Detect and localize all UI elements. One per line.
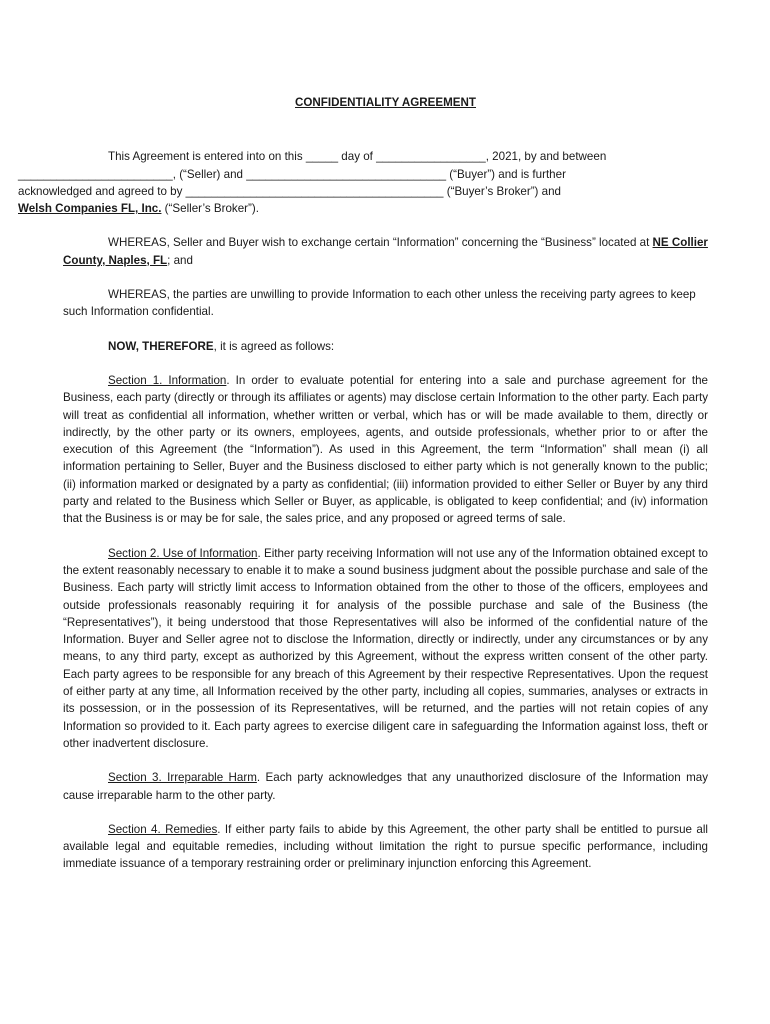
section-2-body: . Either party receiving Information will not use any of the Information obtained except to the extent reasonably necessary to enable it to make a sound business judgment about the possible purchase and sale of the Business. Each party will strictly limit access to Information obtained from the other to those of the officers, employees and outside professionals reasonably requiring it for analysis of the possible purchase and sale of the Business (the “Representatives”), it being understood that those Representatives will also be informed of the confidential nature of the Information. Buyer and Seller agree not to disclose the Information, directly or indirectly, under any circumstances or by any means, to any third party, except as authorized by this Agreement, without the express written consent of the other party. Each party agrees to be responsible for any breach of this Agreement by their respective Representatives. Upon the request of either party at any time, all Information received by the other party, including all copies, summaries, analyses or extracts in its possession, or in the possession of its Representatives, will be returned, and the parties will not retain copies of any Information so provided to it. Each party agrees to exercise diligent care in safeguarding the Information against loss, theft or other inadvertent disclosure.	[63, 546, 708, 750]
whereas-paragraph-1	[63, 234, 708, 269]
intro-paragraph	[18, 148, 708, 217]
intro-line3: acknowledged and agreed to by ________________________________________ (“Buyer’s Broker”) and	[18, 184, 561, 198]
section-4-body: . If either party fails to abide by this Agreement, the other party shall be entitled to pursue all available legal and equitable remedies, including without limitation the right to pursue specific performance, including immediate issuance of a temporary restraining order or preliminary injunction enforcing this Agreement.	[63, 822, 708, 871]
intro-line1: This Agreement is entered into on this _____ day of _________________, 2021, by and between	[108, 150, 607, 164]
therefore-bold: NOW, THEREFORE	[108, 339, 214, 353]
section-4-paragraph	[63, 821, 708, 873]
broker-suffix: (“Seller’s Broker”).	[161, 202, 259, 216]
whereas-1-suffix: ; and	[167, 253, 193, 267]
section-3-heading: Section 3. Irreparable Harm	[108, 771, 257, 785]
section-4-heading: Section 4. Remedies	[108, 822, 218, 836]
whereas-2-text: WHEREAS, the parties are unwilling to provide Information to each other unless the receiving party agrees to keep such Information confidential.	[63, 288, 696, 319]
intro-line2: ________________________, (“Seller) and _______________________________ (“Buyer”) and is further	[18, 167, 566, 181]
therefore-paragraph	[63, 338, 708, 355]
document-page	[18, 94, 708, 890]
broker-name: Welsh Companies FL, Inc.	[18, 202, 162, 216]
therefore-text: , it is agreed as follows:	[213, 339, 335, 353]
section-2-heading: Section 2. Use of Information	[108, 546, 258, 560]
section-1-body: . In order to evaluate potential for entering into a sale and purchase agreement for the Business, each party (directly or through its affiliates or agents) may disclose certain Information to the other party. Each party will treat as confidential all information, whether written or verbal, which has or will be made available to them, directly or indirectly, by the other party or its owners, employees, agents, and outside professionals, whether prior to or after the execution of this Agreement (the “Information”). As used in this Agreement, the term “Information” shall mean (i) all information pertaining to Seller, Buyer and the Business disclosed to either party which is not generally known to the public; (ii) information marked or designated by a party as confidential; (iii) information provided to either Seller or Buyer by any third party and related to the Business which Seller or Buyer, as applicable, is obligated to keep confidential; and (iv) information that the Business is or may be for sale, the sales price, and any proposed or agreed terms of sale.	[63, 373, 708, 526]
section-1-paragraph	[63, 372, 708, 528]
section-1-heading: Section 1. Information	[108, 373, 227, 387]
document-title: CONFIDENTIALITY AGREEMENT	[295, 96, 476, 109]
business-location: NE Collier County, Naples, FL	[63, 236, 708, 267]
section-3-body: . Each party acknowledges that any unauthorized disclosure of the Information may cause irreparable harm to the other party.	[63, 771, 708, 802]
whereas-1-text: WHEREAS, Seller and Buyer wish to exchange certain “Information” concerning the “Business” located at	[108, 236, 653, 250]
section-2-paragraph	[63, 545, 708, 753]
section-3-paragraph	[63, 769, 708, 804]
whereas-paragraph-2	[63, 286, 708, 321]
